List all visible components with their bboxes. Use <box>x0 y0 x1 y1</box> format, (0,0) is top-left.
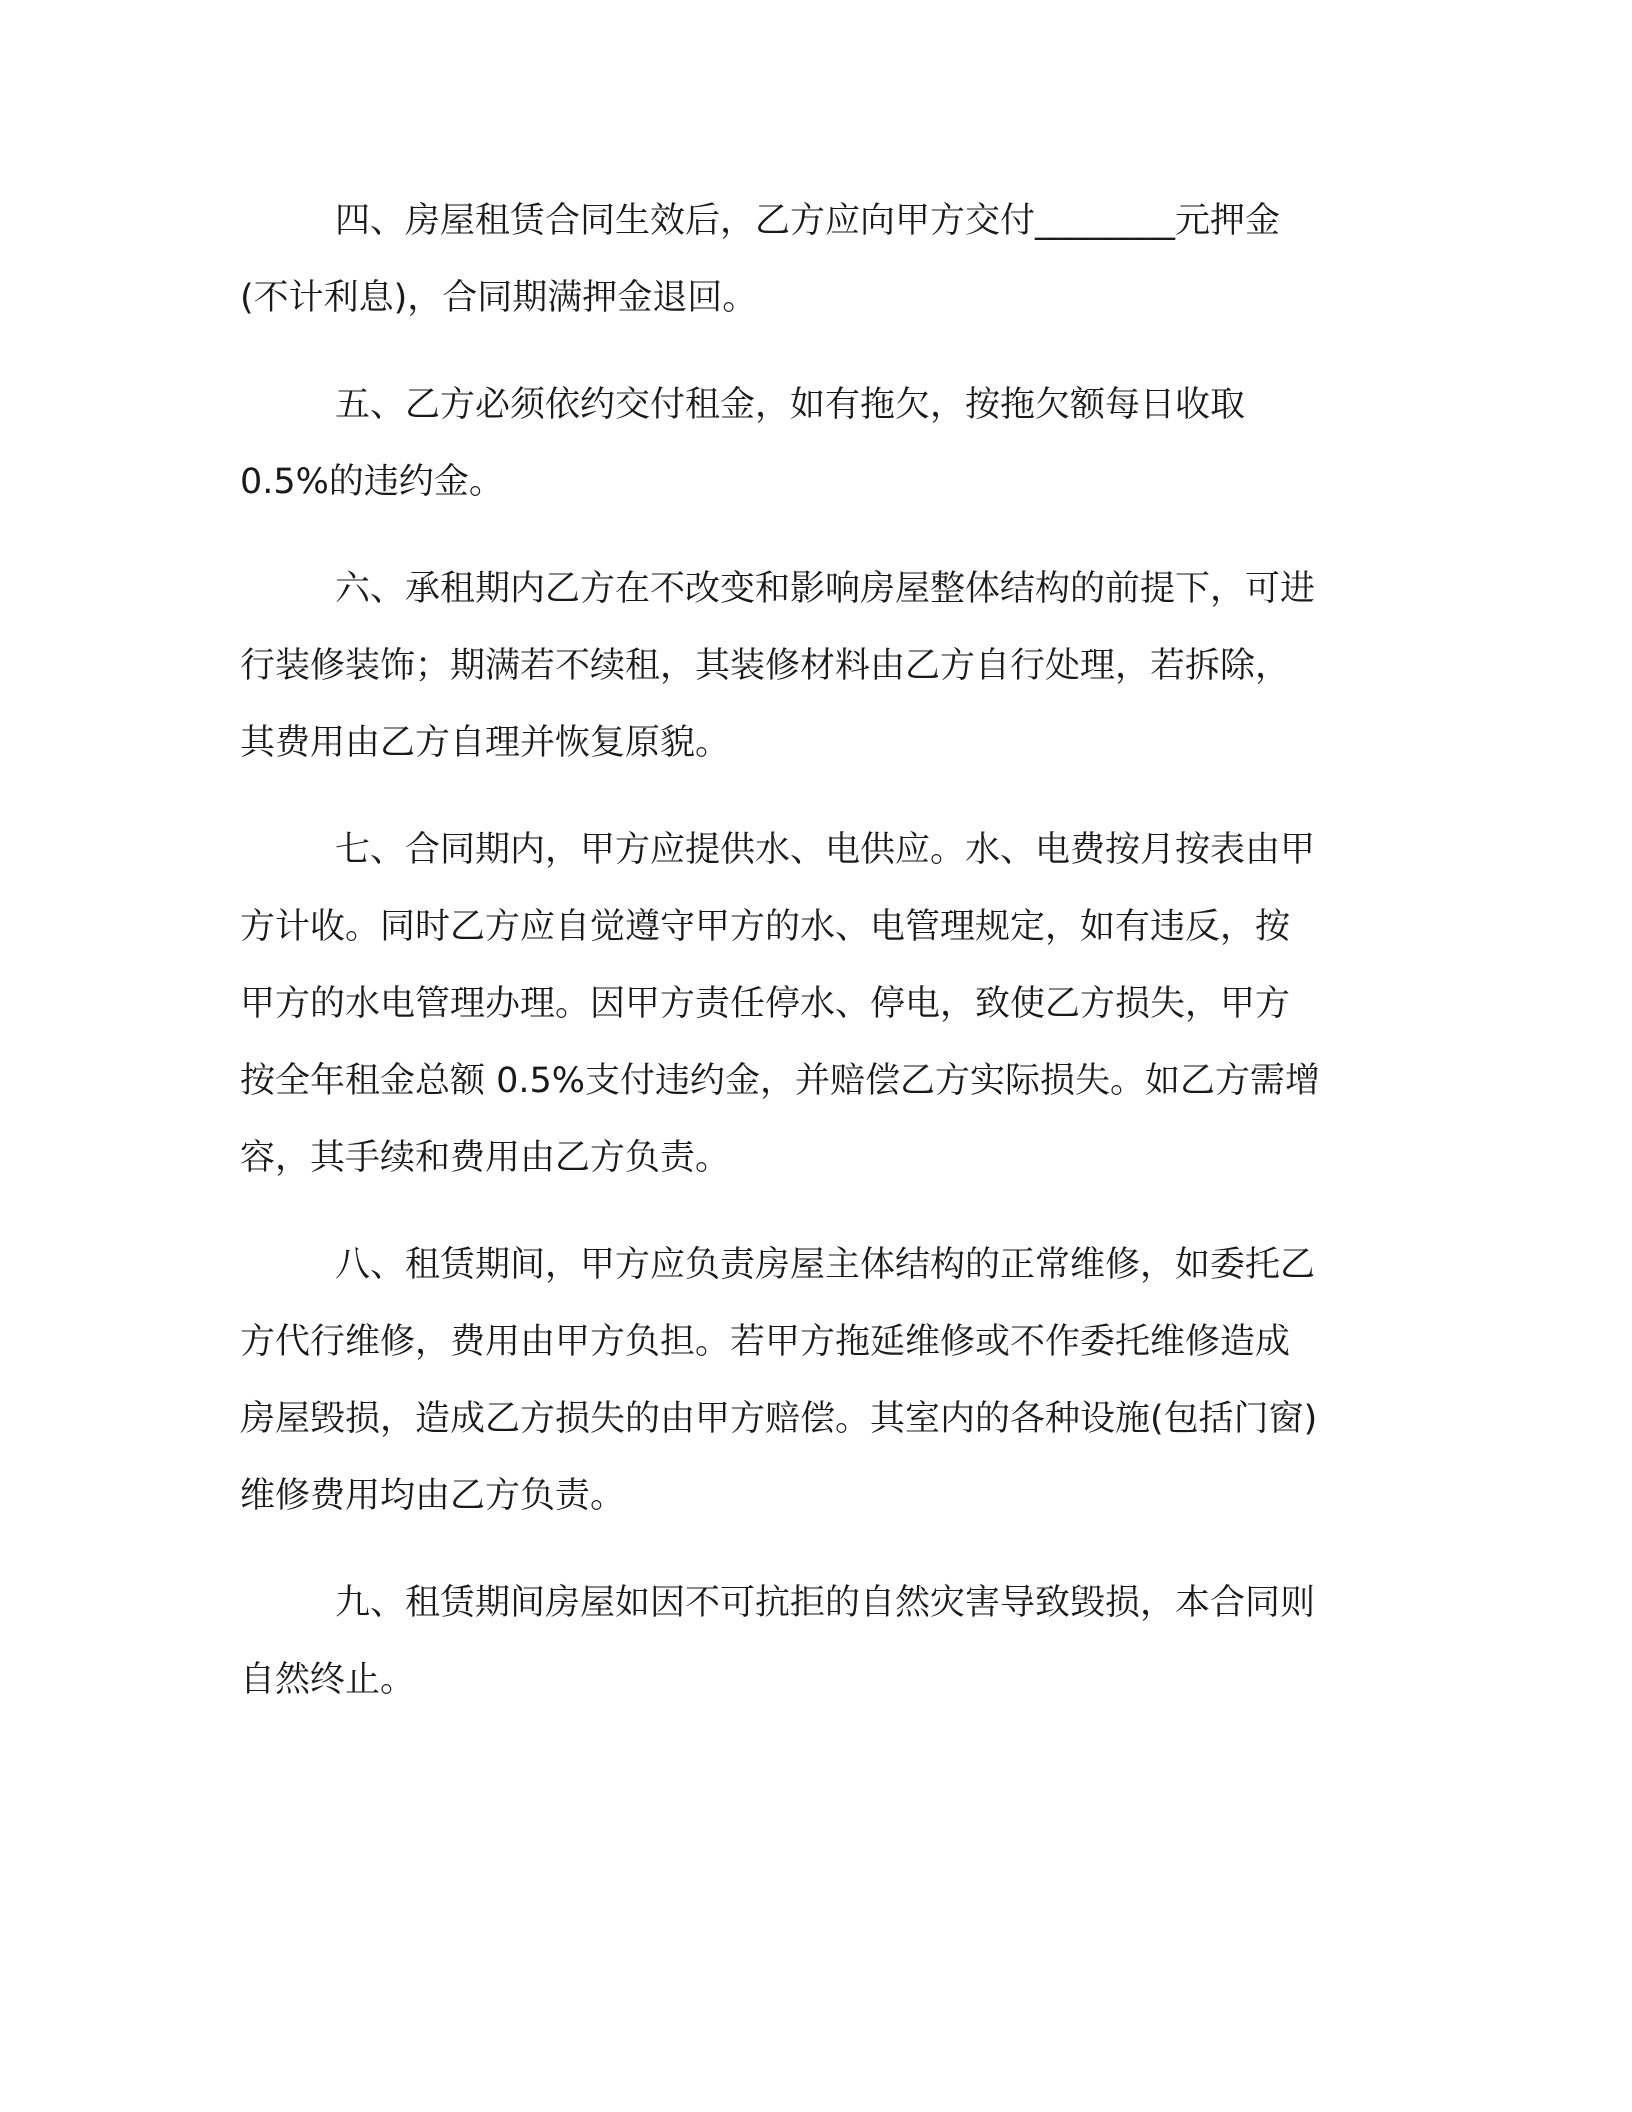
clause-5-line-2: 0.5%的违约金。 <box>240 462 504 502</box>
clause-9-line-2: 自然终止。 <box>240 1660 416 1700</box>
clause-4-paragraph <box>240 183 1380 337</box>
clause-9-line-1: 九、租赁期间房屋如因不可抗拒的自然灾害导致毁损，本合同则 <box>335 1583 1316 1623</box>
clause-5-line-1: 五、乙方必须依约交付租金，如有拖欠，按拖欠额每日收取 <box>335 385 1246 425</box>
clause-6-line-2: 行装修装饰；期满若不续租，其装修材料由乙方自行处理，若拆除， <box>240 646 1291 686</box>
clause-8-line-3: 房屋毁损，造成乙方损失的由甲方赔偿。其室内的各种设施(包括门窗) <box>240 1399 1318 1439</box>
clause-5-paragraph <box>240 367 1380 521</box>
clause-6-paragraph <box>240 551 1380 782</box>
clause-7-line-1: 七、合同期内，甲方应提供水、电供应。水、电费按月按表由甲 <box>335 830 1316 870</box>
clause-8-line-2: 方代行维修，费用由甲方负担。若甲方拖延维修或不作委托维修造成 <box>240 1322 1291 1362</box>
clause-4-line-2: (不计利息)，合同期满押金退回。 <box>240 278 758 318</box>
clause-7-line-4: 按全年租金总额 0.5%支付违约金，并赔偿乙方实际损失。如乙方需增 <box>240 1061 1321 1101</box>
clause-7-paragraph <box>240 812 1380 1197</box>
clause-7-line-3: 甲方的水电管理办理。因甲方责任停水、停电，致使乙方损失，甲方 <box>240 984 1291 1024</box>
clause-8-line-4: 维修费用均由乙方负责。 <box>240 1476 626 1516</box>
clause-6-line-1: 六、承租期内乙方在不改变和影响房屋整体结构的前提下，可进 <box>335 569 1316 609</box>
clause-9-paragraph <box>240 1565 1380 1719</box>
clause-6-line-3: 其费用由乙方自理并恢复原貌。 <box>240 723 731 763</box>
clause-7-line-5: 容，其手续和费用由乙方负责。 <box>240 1138 731 1178</box>
clause-8-line-1: 八、租赁期间，甲方应负责房屋主体结构的正常维修，如委托乙 <box>335 1245 1316 1285</box>
clause-7-line-2: 方计收。同时乙方应自觉遵守甲方的水、电管理规定，如有违反，按 <box>240 907 1291 947</box>
document-body <box>240 183 1380 1749</box>
clause-4-line-1: 四、房屋租赁合同生效后，乙方应向甲方交付________元押金 <box>335 201 1281 241</box>
clause-8-paragraph <box>240 1227 1380 1535</box>
